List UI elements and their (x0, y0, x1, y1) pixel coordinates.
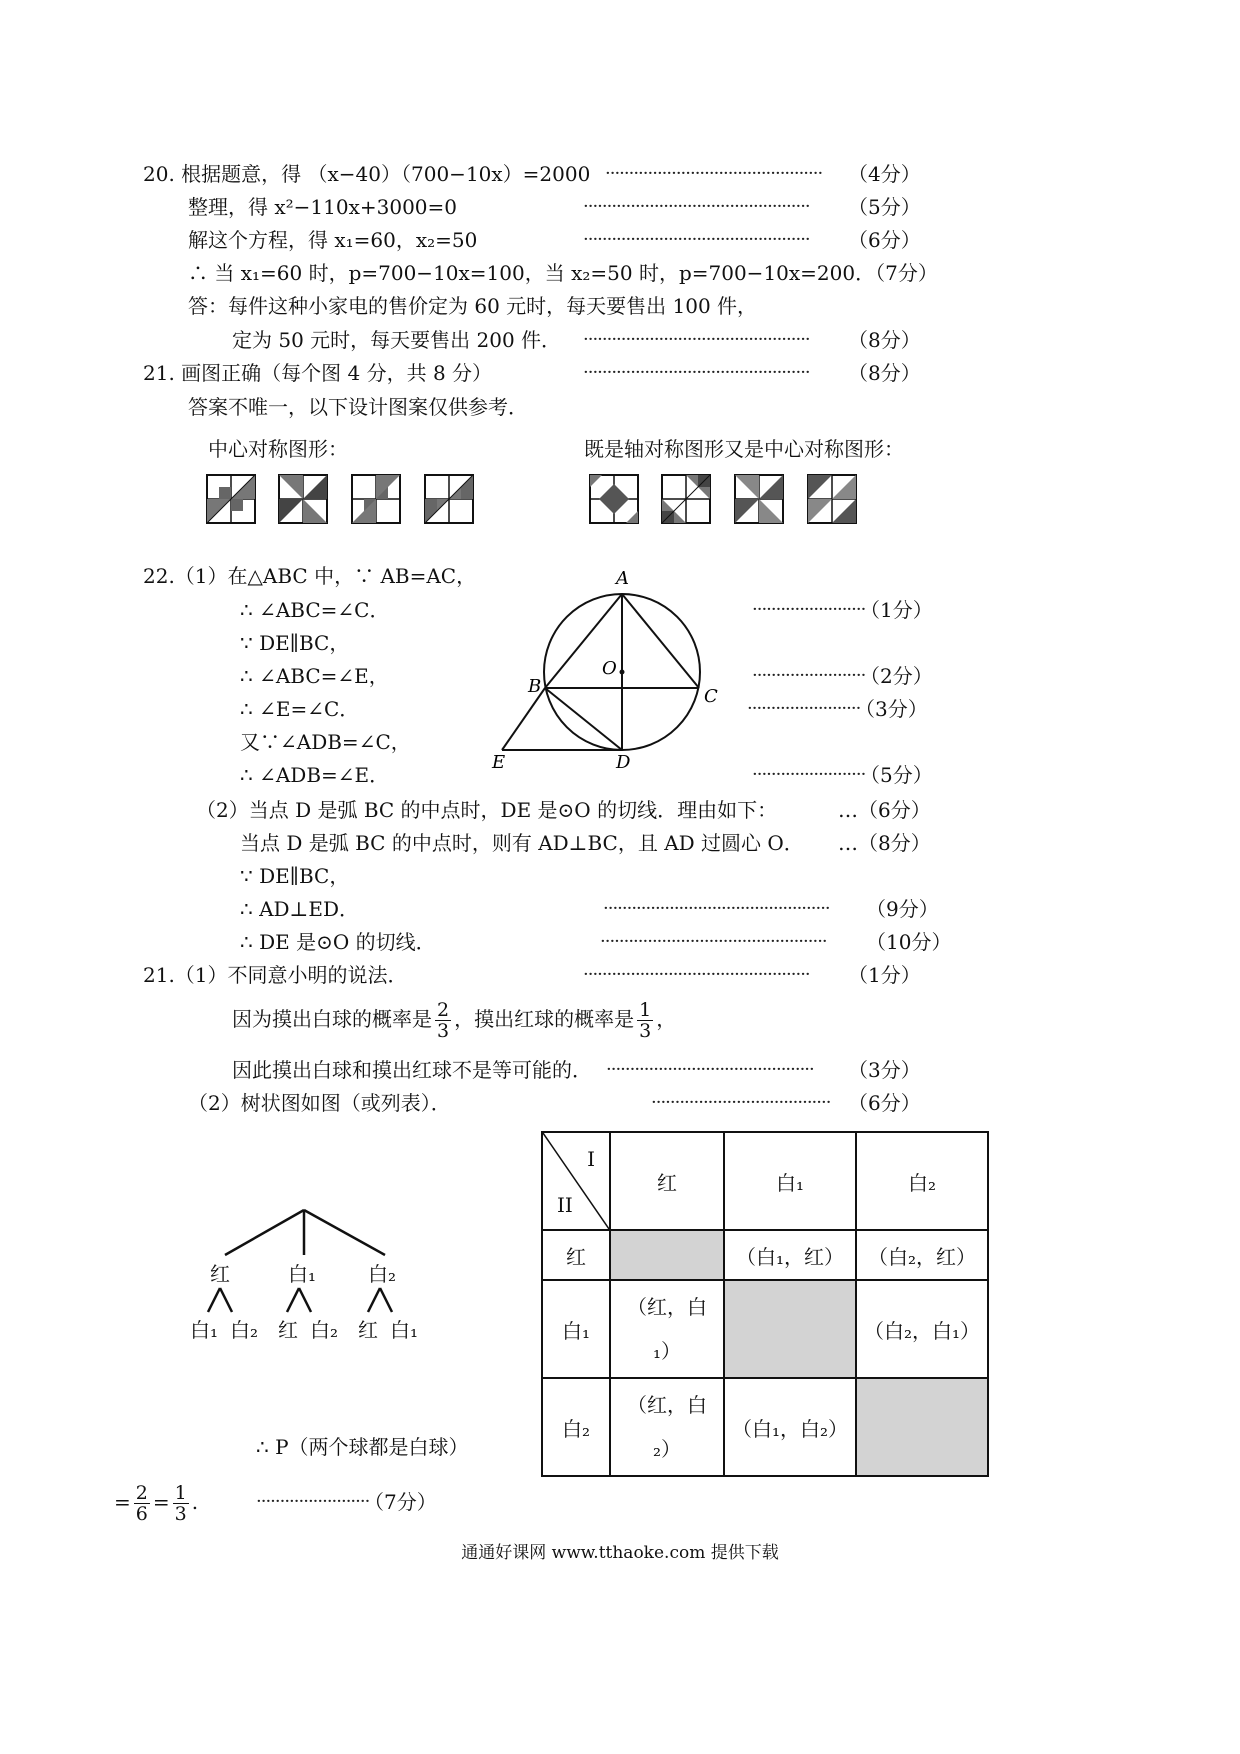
table-col-header: 白₁ (724, 1132, 856, 1230)
pattern-tile-6 (661, 474, 711, 524)
q22-line3: ∵ DE∥BC， (240, 631, 350, 655)
q22-line1: 22.（1）在△ABC 中，∵ AB=AC， (143, 564, 477, 588)
q22-line6: 又∵∠ADB=∠C， (240, 730, 411, 754)
tree-node-white2: 白₂ (368, 1262, 397, 1286)
point-d-label: D (616, 752, 631, 770)
point-b-label: B (528, 676, 542, 697)
tree-leaf: 白₂ (310, 1318, 339, 1342)
tree-leaf: 红 (278, 1318, 298, 1342)
score: （6分） (848, 1091, 921, 1115)
score: （10分） (866, 930, 952, 954)
tree-leaf: 白₁ (390, 1318, 419, 1342)
table-cell-shaded (856, 1378, 988, 1476)
score: （7分） (364, 1490, 437, 1514)
tree-node-red: 红 (210, 1262, 230, 1286)
tree-leaf: 红 (358, 1318, 378, 1342)
score-leader: ················································ (603, 898, 830, 919)
pattern-tile-2 (278, 474, 328, 524)
pattern-tile-7 (734, 474, 784, 524)
q20-line1: 20. 根据题意，得 （x−40）（700−10x）=2000 (143, 162, 591, 186)
score: …（6分） (838, 798, 931, 822)
point-e-label: E (492, 752, 506, 770)
point-c-label: C (704, 686, 718, 707)
score: （8分） (848, 361, 921, 385)
point-a-label: A (616, 568, 629, 589)
q20-line3: 解这个方程，得 x₁=60，x₂=50 (188, 228, 478, 252)
q22-line4: ∴ ∠ABC=∠E， (240, 664, 389, 688)
score: （3分） (855, 697, 928, 721)
table-col-header: 红 (610, 1132, 724, 1230)
score-leader: ················································ (583, 362, 810, 383)
tree-leaf: 白₂ (230, 1318, 259, 1342)
point-o-label: O (602, 658, 617, 679)
score-leader: ················································ (583, 329, 810, 350)
score: （1分） (848, 963, 921, 987)
score: （5分） (848, 195, 921, 219)
q22-line9: 当点 D 是弧 BC 的中点时，则有 AD⊥BC，且 AD 过圆心 O． (240, 831, 804, 855)
corner-top-label: I (587, 1147, 595, 1171)
q20-line6: 定为 50 元时，每天要售出 200 件． (232, 328, 562, 352)
score: （3分） (848, 1058, 921, 1082)
probability-table (541, 1131, 989, 1477)
table-cell-shaded (610, 1230, 724, 1280)
score-leader: ························ (752, 665, 866, 686)
table-col-header: 白₂ (856, 1132, 988, 1230)
tree-node-white1: 白₁ (288, 1262, 317, 1286)
q22-line10: ∵ DE∥BC， (240, 864, 350, 888)
table-cell: （白₂，红） (856, 1230, 988, 1280)
pattern-tile-8 (807, 474, 857, 524)
fraction-one-third: $\frac{1}{3}$ (639, 999, 652, 1042)
score: （2分） (860, 664, 933, 688)
score-leader: ························ (752, 764, 866, 785)
fraction-two-sixths: $\frac{2}{6}$ (135, 1482, 148, 1525)
table-row-header: 白₁ (542, 1280, 610, 1378)
fraction-one-third-result: $\frac{1}{3}$ (174, 1482, 187, 1525)
score: （6分） (848, 228, 921, 252)
table-cell: （红，白₁） (610, 1280, 724, 1378)
axial-central-symmetry-label: 既是轴对称图形又是中心对称图形： (584, 437, 904, 461)
table-cell: （白₁，红） (724, 1230, 856, 1280)
corner-bottom-label: II (557, 1193, 573, 1217)
q23-line2: 因为摸出白球的概率是 $\frac{2}{3}$ ，摸出红球的概率是 $\frac{1}{3}$ ， (232, 999, 677, 1042)
q21-line2: 答案不唯一，以下设计图案仅供参考． (188, 395, 528, 419)
table-cell: （白₁，白₂） (724, 1378, 856, 1476)
q22-line2: ∴ ∠ABC=∠C． (240, 598, 390, 622)
fraction-two-thirds: $\frac{2}{3}$ (437, 999, 450, 1042)
table-cell: （红，白₂） (610, 1378, 724, 1476)
q20-line5: 答：每件这种小家电的售价定为 60 元时，每天要售出 100 件， (188, 294, 758, 318)
pattern-tile-5 (589, 474, 639, 524)
score: （1分） (860, 598, 933, 622)
score: （9分） (866, 897, 939, 921)
q20-line2: 整理，得 x²−110x+3000=0 (188, 195, 458, 219)
score: …（8分） (838, 831, 931, 855)
q20-line4: ∴ 当 x₁=60 时，p=700−10x=100，当 x₂=50 时，p=700−10x=200．（7分） (188, 261, 938, 285)
q21-line1: 21. 画图正确（每个图 4 分，共 8 分） (143, 361, 493, 385)
score-leader: ················································ (583, 964, 810, 985)
score-leader: ························ (256, 1491, 370, 1512)
q22-line8: （2）当点 D 是弧 BC 的中点时，DE 是⊙O 的切线．理由如下： (196, 798, 778, 822)
q22-line12: ∴ DE 是⊙O 的切线． (240, 930, 436, 954)
score-leader: ············································ (606, 1059, 814, 1080)
q23-line3: 因此摸出白球和摸出红球不是等可能的． (232, 1058, 592, 1082)
pattern-tile-1 (206, 474, 256, 524)
probability-result: = $\frac{2}{6}$ = $\frac{1}{3}$ . (114, 1482, 199, 1525)
score-leader: ························ (747, 698, 861, 719)
table-cell: （白₂，白₁） (856, 1280, 988, 1378)
footer-text: 通通好课网 www.tthaoke.com 提供下载 (461, 1543, 779, 1563)
corner-diagonal (543, 1133, 609, 1229)
score-leader: ················································ (583, 229, 810, 250)
score-leader: ················································ (583, 196, 810, 217)
q22-line5: ∴ ∠E=∠C． (240, 697, 360, 721)
q22-line7: ∴ ∠ADB=∠E． (240, 763, 390, 787)
score-leader: ················································ (600, 931, 827, 952)
q23-line4: （2）树状图如图（或列表）． (188, 1091, 451, 1115)
circle-triangle-figure (480, 560, 740, 770)
probability-statement: ∴ P（两个球都是白球） (256, 1435, 469, 1459)
pattern-tile-3 (351, 474, 401, 524)
table-corner-cell (542, 1132, 610, 1230)
score-leader: ·············································· (605, 163, 823, 184)
score: （8分） (848, 328, 921, 352)
tree-leaf: 白₁ (190, 1318, 219, 1342)
score: （4分） (848, 162, 921, 186)
pattern-tile-4 (424, 474, 474, 524)
q22-line11: ∴ AD⊥ED． (240, 897, 360, 921)
table-row-header: 红 (542, 1230, 610, 1280)
table-row-header: 白₂ (542, 1378, 610, 1476)
score-leader: ······································ (651, 1092, 831, 1113)
q23-line1: 21.（1）不同意小明的说法． (143, 963, 408, 987)
table-cell-shaded (724, 1280, 856, 1378)
score: （5分） (860, 763, 933, 787)
central-symmetry-label: 中心对称图形： (208, 437, 348, 461)
score-leader: ························ (752, 599, 866, 620)
